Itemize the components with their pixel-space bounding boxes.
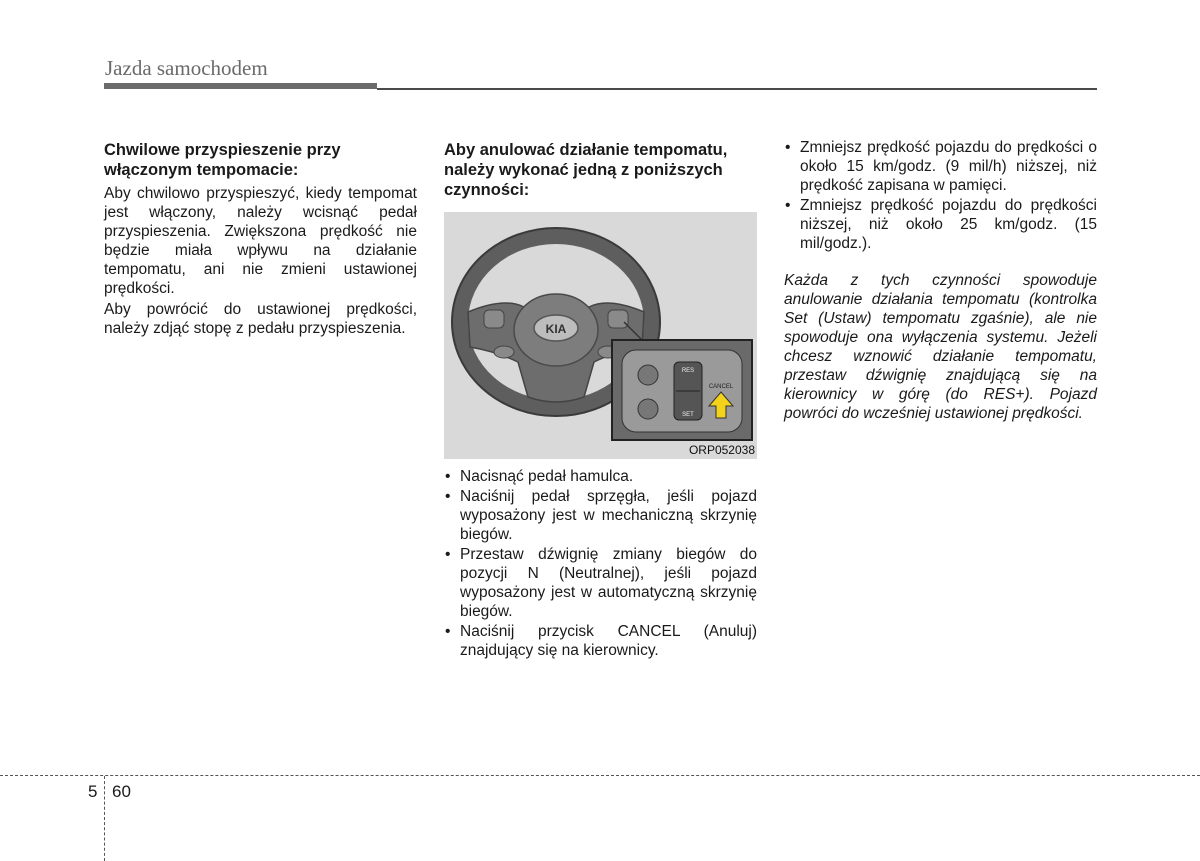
page-number: 60 — [112, 782, 131, 801]
list-item: • Nacisnąć pedał hamulca. — [444, 467, 757, 486]
figure-code: ORP052038 — [688, 443, 755, 457]
section-heading-cancel: Aby anulować działanie tempomatu, należy wykonać jedną z poniższych czynności: — [444, 141, 728, 199]
footer-dashed-rule — [0, 775, 1200, 776]
cancel-methods-list — [444, 467, 757, 660]
list-item: • Naciśnij przycisk CANCEL (Anuluj) znajdujący się na kierownicy. — [444, 622, 757, 660]
footer-dashed-divider — [104, 776, 105, 861]
paragraph-acceleration: Aby chwilowo przyspieszyć, kiedy tempomat jest włączony, należy wcisnąć pedał przyspieszenia. Zwiększona prędkość nie będzie miała wpływu na działanie tempomatu, ani nie zmieni ustawionej prędkości. — [104, 185, 417, 297]
column-1 — [104, 140, 417, 340]
header-rule-thin — [377, 88, 1097, 90]
steering-wheel-figure — [444, 212, 757, 459]
paragraph-return-speed: Aby powrócić do ustawionej prędkości, należy zdjąć stopę z pedału przyspieszenia. — [104, 301, 417, 337]
res-label: RES — [681, 368, 695, 374]
note-paragraph: Każda z tych czynności spowoduje anulowanie działania tempomatu (kontrolka Set (Ustaw) tempomatu zgaśnie), ale nie spowoduje ona wyłączenia systemu. Jeżeli chcesz wznowić działanie tempomatu, przestaw dźwignię znajdującą się na kierownicy w górę (do RES+). Pojazd powróci do wcześniej ustawionej prędkości. — [784, 272, 1097, 422]
speed-reduction-list — [784, 138, 1097, 253]
header-rule-thick — [104, 83, 377, 89]
cancel-label: CANCEL — [708, 384, 734, 390]
list-item: • Zmniejsz prędkość pojazdu do prędkości niższej, niż około 25 km/godz. (15 mil/godz.). — [784, 196, 1097, 253]
column-3 — [784, 138, 1097, 425]
steering-wheel-illustration — [444, 212, 757, 459]
set-label: SET — [682, 412, 694, 418]
list-item: • Naciśnij pedał sprzęgła, jeśli pojazd wyposażony jest w mechaniczną skrzynię biegów. — [444, 487, 757, 544]
list-item: • Zmniejsz prędkość pojazdu do prędkości o około 15 km/godz. (9 mil/h) niższej, niż prędkość zapisana w pamięci. — [784, 138, 1097, 195]
list-item: • Przestaw dźwignię zmiany biegów do pozycji N (Neutralnej), jeśli pojazd wyposażony jest w automatyczną skrzynię biegów. — [444, 545, 757, 621]
section-heading-acceleration: Chwilowe przyspieszenie przy włączonym tempomacie: — [104, 141, 341, 179]
page-header-title: Jazda samochodem — [105, 56, 268, 80]
chapter-number: 5 — [88, 782, 98, 801]
kia-logo-text: KIA — [545, 322, 567, 336]
column-2 — [444, 140, 757, 661]
